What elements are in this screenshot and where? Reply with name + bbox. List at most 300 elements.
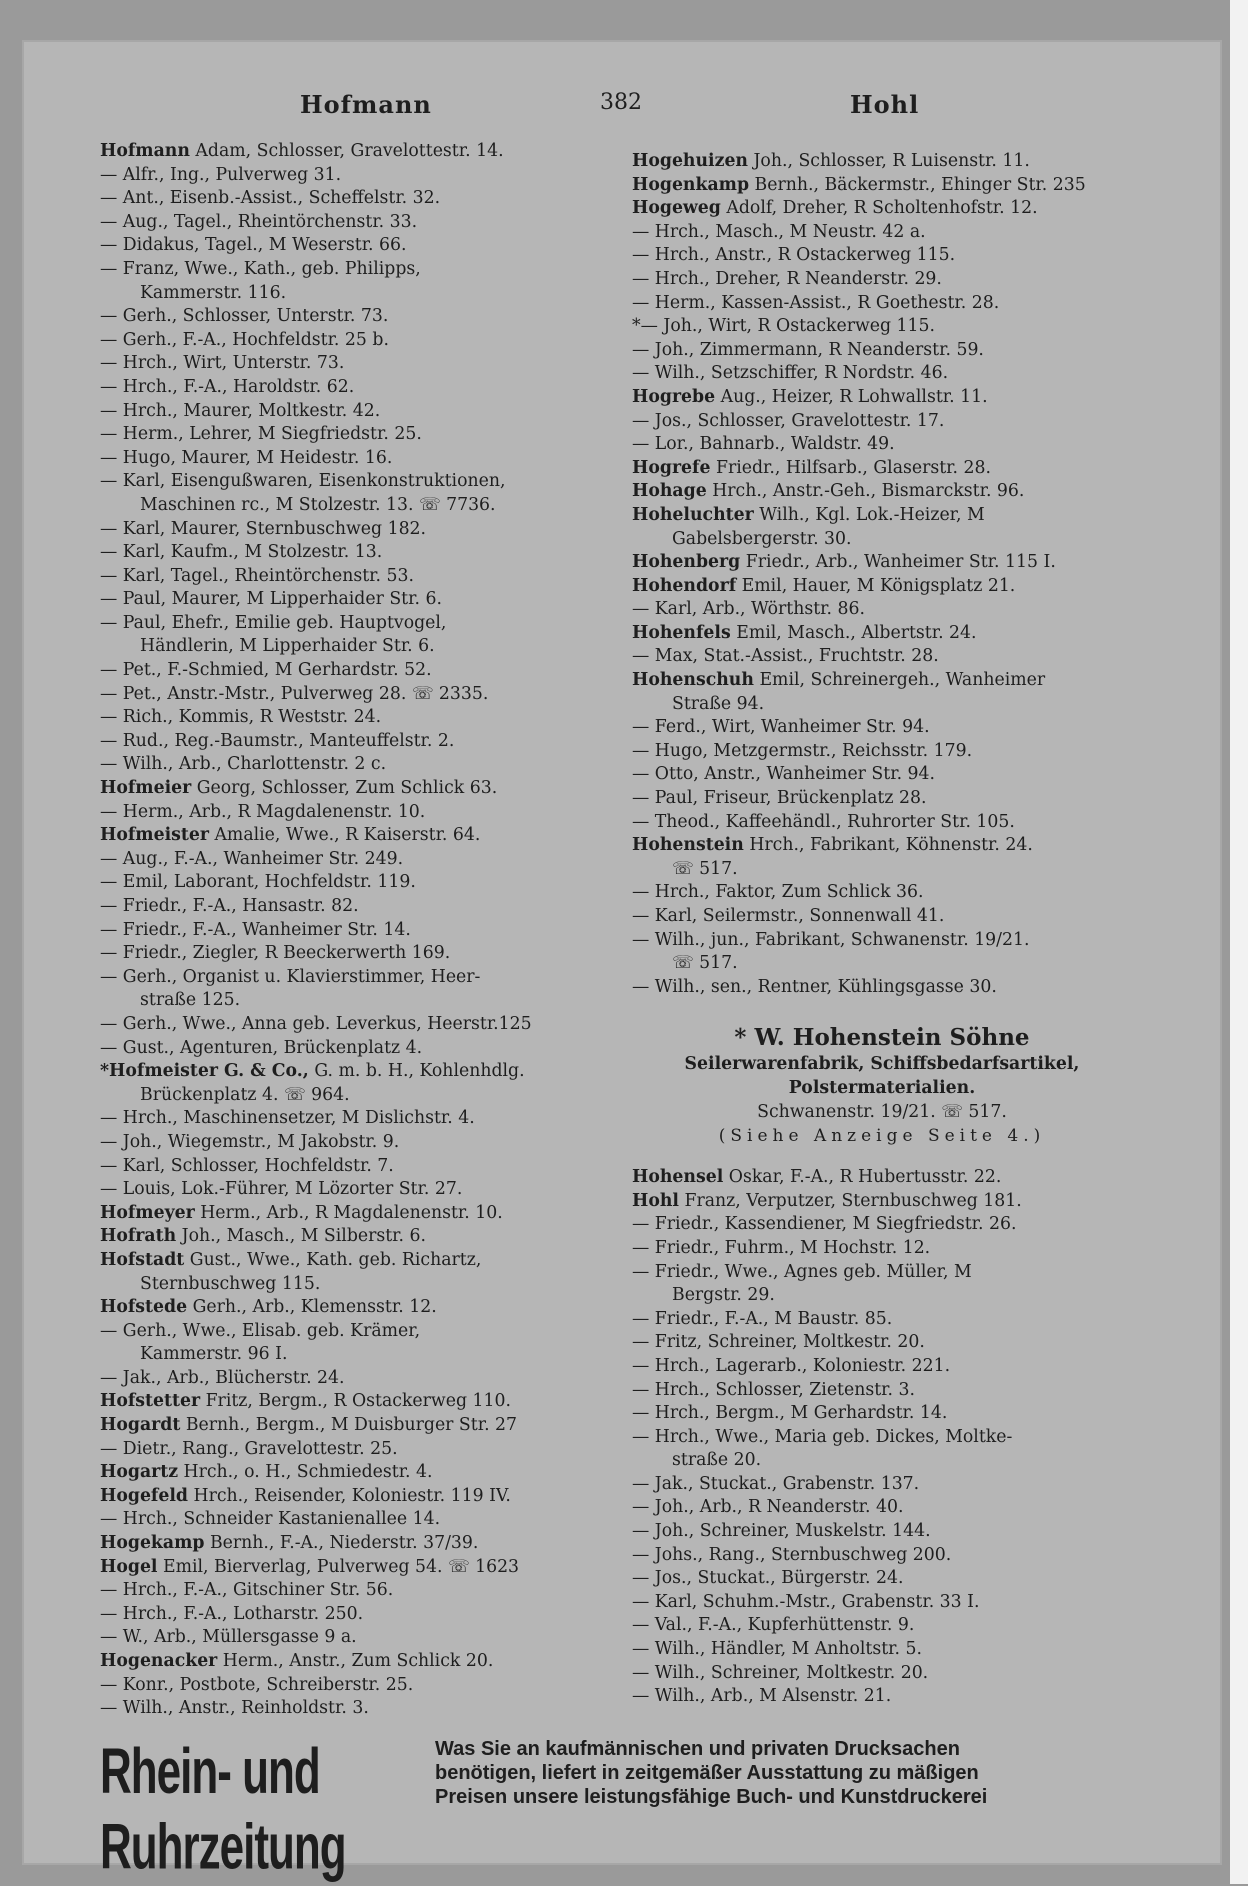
directory-entry bbox=[100, 1107, 620, 1131]
directory-entry bbox=[632, 1379, 1132, 1403]
entry-details: — Konr., Postbote, Schreiberstr. 25. bbox=[100, 1674, 414, 1695]
entry-details: — Gerh., Wwe., Anna geb. Leverkus, Heerstr.125 bbox=[100, 1013, 532, 1034]
directory-entry bbox=[632, 598, 1132, 622]
entry-details: — Louis, Lok.-Führer, M Lözorter Str. 27. bbox=[100, 1179, 463, 1200]
entry-details: — Wilh., jun., Fabrikant, Schwanenstr. 19/21. bbox=[632, 929, 1030, 950]
directory-entry bbox=[632, 480, 1132, 504]
directory-entry bbox=[100, 1579, 620, 1603]
directory-entry bbox=[100, 1367, 620, 1391]
directory-entry bbox=[632, 1237, 1132, 1261]
entry-details: — Hrch., Bergm., M Gerhardstr. 14. bbox=[632, 1403, 948, 1424]
entry-details: — Friedr., F.-A., Wanheimer Str. 14. bbox=[100, 919, 411, 940]
directory-entry bbox=[100, 1178, 620, 1202]
directory-entry bbox=[100, 1225, 620, 1249]
directory-entry bbox=[100, 1674, 620, 1698]
left-column bbox=[100, 140, 620, 1721]
entry-details: — Joh., Arb., R Neanderstr. 40. bbox=[632, 1497, 904, 1518]
directory-entry bbox=[100, 1131, 620, 1155]
entry-details: — Friedr., Ziegler, R Beeckerwerth 169. bbox=[100, 943, 451, 964]
directory-entry bbox=[632, 410, 1132, 434]
entry-details: — Paul, Ehefr., Emilie geb. Hauptvogel, bbox=[100, 612, 447, 633]
entry-details: Franz, Verputzer, Sternbuschweg 181. bbox=[684, 1190, 1022, 1211]
entry-continuation: Sternbuschweg 115. bbox=[140, 1273, 321, 1294]
directory-entry bbox=[100, 706, 620, 730]
advert-box bbox=[632, 1023, 1132, 1148]
advert-line2: Polstermaterialien. bbox=[788, 1077, 976, 1098]
directory-entry bbox=[632, 1685, 1132, 1709]
entry-surname: Hogehuizen bbox=[632, 151, 748, 171]
entry-details: — Val., F.-A., Kupferhüttenstr. 9. bbox=[632, 1615, 915, 1636]
entry-details: — Gerh., F.-A., Hochfeldstr. 25 b. bbox=[100, 329, 389, 350]
directory-entry bbox=[632, 1591, 1132, 1615]
entry-details: — Karl, Schlosser, Hochfeldstr. 7. bbox=[100, 1155, 394, 1176]
entry-details: — Gerh., Schlosser, Unterstr. 73. bbox=[100, 306, 389, 327]
entry-continuation: Kammerstr. 116. bbox=[140, 282, 287, 303]
entry-details: — Karl, Tagel., Rheintörchenstr. 53. bbox=[100, 565, 414, 586]
entry-details: Joh., Schlosser, R Luisenstr. 11. bbox=[753, 151, 1030, 171]
entry-details: — Pet., F.-Schmied, M Gerhardstr. 52. bbox=[100, 660, 432, 681]
directory-entry bbox=[632, 551, 1132, 575]
footer-text bbox=[435, 1737, 1135, 1809]
directory-entry bbox=[100, 683, 620, 707]
entry-details: — Jos., Stuckat., Bürgerstr. 24. bbox=[632, 1568, 904, 1589]
entry-details: Aug., Heizer, R Lohwallstr. 11. bbox=[720, 386, 988, 407]
entry-details: Emil, Hauer, M Königsplatz 21. bbox=[741, 575, 1016, 596]
entry-details: — Rud., Reg.-Baumstr., Manteuffelstr. 2. bbox=[100, 730, 455, 751]
directory-entry bbox=[100, 1249, 620, 1273]
advert-address: Schwanenstr. 19/21. ☏ 517. bbox=[757, 1101, 1007, 1122]
entry-details: — Karl, Schuhm.-Mstr., Grabenstr. 33 I. bbox=[632, 1591, 980, 1612]
right-column-top bbox=[632, 150, 1132, 999]
entry-details: — Friedr., Fuhrm., M Hochstr. 12. bbox=[632, 1237, 931, 1258]
directory-entry bbox=[100, 518, 620, 542]
directory-entry bbox=[632, 1213, 1132, 1237]
entry-details: — Gust., Agenturen, Brückenplatz 4. bbox=[100, 1037, 423, 1058]
directory-entry bbox=[100, 1556, 620, 1580]
directory-entry bbox=[632, 669, 1132, 693]
entry-details: — Emil, Laborant, Hochfeldstr. 119. bbox=[100, 872, 416, 893]
entry-details: — Hrch., Masch., M Neustr. 42 a. bbox=[632, 221, 926, 242]
directory-entry bbox=[632, 174, 1132, 198]
entry-details: — Max, Stat.-Assist., Fruchtstr. 28. bbox=[632, 646, 939, 667]
directory-entry bbox=[632, 1544, 1132, 1568]
footer-line3: Preisen unsere leistungsfähige Buch- und Kunstdruckerei bbox=[435, 1786, 988, 1808]
entry-surname: Hofmeister bbox=[100, 825, 209, 846]
directory-entry bbox=[632, 244, 1132, 268]
entry-details: — Paul, Maurer, M Lipperhaider Str. 6. bbox=[100, 589, 442, 610]
entry-details: — Paul, Friseur, Brückenplatz 28. bbox=[632, 788, 927, 809]
directory-entry bbox=[632, 1638, 1132, 1662]
entry-surname: Hofstetter bbox=[100, 1391, 201, 1412]
directory-entry bbox=[100, 1037, 620, 1061]
directory-entry bbox=[100, 423, 620, 447]
entry-surname: Hogenkamp bbox=[632, 174, 750, 195]
directory-entry bbox=[100, 895, 620, 919]
directory-entry bbox=[632, 221, 1132, 245]
entry-details: — Aug., Tagel., Rheintörchenstr. 33. bbox=[100, 211, 418, 232]
entry-details: Emil, Masch., Albertstr. 24. bbox=[736, 622, 977, 643]
entry-surname: Hohenschuh bbox=[632, 670, 754, 691]
directory-entry bbox=[632, 858, 1132, 882]
entry-details: G. m. b. H., Kohlenhdlg. bbox=[314, 1061, 525, 1082]
directory-entry bbox=[632, 1331, 1132, 1355]
directory-entry bbox=[100, 871, 620, 895]
directory-entry bbox=[100, 1697, 620, 1721]
directory-entry bbox=[100, 447, 620, 471]
entry-details: — Friedr., Kassendiener, M Siegfriedstr. 26. bbox=[632, 1214, 1017, 1235]
directory-entry bbox=[100, 282, 620, 306]
entry-details: — Friedr., Wwe., Agnes geb. Müller, M bbox=[632, 1261, 972, 1282]
entry-details: — Joh., Schreiner, Muskelstr. 144. bbox=[632, 1521, 931, 1542]
entry-details: — Karl, Arb., Wörthstr. 86. bbox=[632, 599, 866, 620]
entry-surname: Hogefeld bbox=[100, 1485, 189, 1506]
entry-details: — Ant., Eisenb.-Assist., Scheffelstr. 32. bbox=[100, 188, 441, 209]
page-number: 382 bbox=[600, 90, 642, 115]
entry-surname: Hohensel bbox=[632, 1167, 724, 1188]
entry-details: — Hrch., Maurer, Moltkestr. 42. bbox=[100, 400, 381, 421]
entry-surname: Hohenberg bbox=[632, 552, 741, 573]
advert-line1: Seilerwarenfabrik, Schiffsbedarfsartikel, bbox=[684, 1054, 1080, 1075]
directory-entry bbox=[632, 1190, 1132, 1214]
entry-surname: Hohage bbox=[632, 481, 707, 502]
entry-continuation: straße 20. bbox=[672, 1450, 762, 1471]
directory-entry bbox=[632, 834, 1132, 858]
entry-details: — Hrch., Lagerarb., Koloniestr. 221. bbox=[632, 1355, 951, 1376]
directory-entry bbox=[632, 763, 1132, 787]
entry-surname: Hohl bbox=[632, 1190, 679, 1211]
directory-entry bbox=[100, 1650, 620, 1674]
directory-entry bbox=[100, 777, 620, 801]
entry-details: Bernh., F.-A., Niederstr. 37/39. bbox=[209, 1533, 479, 1554]
directory-entry bbox=[632, 197, 1132, 221]
directory-entry bbox=[100, 1296, 620, 1320]
entry-details: — Jak., Stuckat., Grabenstr. 137. bbox=[632, 1473, 920, 1494]
directory-entry bbox=[632, 881, 1132, 905]
entry-surname: Hogekamp bbox=[100, 1533, 205, 1554]
directory-entry bbox=[100, 494, 620, 518]
entry-continuation: Brückenplatz 4. ☏ 964. bbox=[140, 1084, 350, 1105]
directory-entry bbox=[632, 362, 1132, 386]
entry-details: Herm., Anstr., Zum Schlick 20. bbox=[222, 1651, 494, 1671]
directory-entry bbox=[100, 989, 620, 1013]
footer-brand: Rhein- und Ruhrzeitung bbox=[100, 1736, 346, 1883]
entry-details: Hrch., Fabrikant, Köhnenstr. 24. bbox=[749, 835, 1033, 856]
directory-entry bbox=[632, 1520, 1132, 1544]
directory-entry bbox=[632, 1426, 1132, 1450]
entry-details: Herm., Arb., R Magdalenenstr. 10. bbox=[200, 1202, 503, 1223]
directory-entry bbox=[632, 976, 1132, 1000]
entry-details: — Hrch., Anstr., R Ostackerweg 115. bbox=[632, 245, 956, 266]
entry-continuation: Bergstr. 29. bbox=[672, 1285, 775, 1306]
entry-surname: Hofrath bbox=[100, 1226, 177, 1247]
entry-details: — Franz, Wwe., Kath., geb. Philipps, bbox=[100, 258, 421, 279]
advert-title: * W. Hohenstein Söhne bbox=[734, 1024, 1030, 1052]
directory-entry bbox=[100, 211, 620, 235]
directory-entry bbox=[632, 740, 1132, 764]
entry-details: — Fritz, Schreiner, Moltkestr. 20. bbox=[632, 1332, 925, 1353]
entry-details: — Alfr., Ing., Pulverweg 31. bbox=[100, 164, 342, 185]
entry-surname: Hofstadt bbox=[100, 1249, 185, 1270]
entry-details: — Hrch., Wirt, Unterstr. 73. bbox=[100, 353, 345, 374]
entry-surname: Hofmann bbox=[100, 141, 190, 161]
entry-details: Joh., Masch., M Silberstr. 6. bbox=[181, 1226, 427, 1247]
directory-entry bbox=[632, 268, 1132, 292]
directory-entry bbox=[100, 187, 620, 211]
entry-details: Hrch., Anstr.-Geh., Bismarckstr. 96. bbox=[712, 481, 1025, 502]
directory-entry bbox=[632, 905, 1132, 929]
entry-details: Hrch., o. H., Schmiedestr. 4. bbox=[183, 1462, 433, 1483]
footer-line1: Was Sie an kaufmännischen und privaten Drucksachen bbox=[435, 1738, 960, 1760]
footer-line2: benötigen, liefert in zeitgemäßer Ausstattung zu mäßigen bbox=[435, 1762, 979, 1784]
entry-details: — Herm., Arb., R Magdalenenstr. 10. bbox=[100, 801, 426, 822]
directory-entry bbox=[100, 1202, 620, 1226]
entry-details: Gerh., Arb., Klemensstr. 12. bbox=[192, 1297, 437, 1318]
entry-details: — Hrch., Maschinensetzer, M Dislichstr. 4. bbox=[100, 1108, 475, 1129]
entry-surname: Hogel bbox=[100, 1556, 158, 1577]
directory-entry bbox=[100, 730, 620, 754]
entry-surname: Hohendorf bbox=[632, 575, 737, 596]
entry-continuation: Straße 94. bbox=[672, 693, 765, 714]
directory-entry bbox=[100, 1626, 620, 1650]
directory-entry bbox=[100, 1013, 620, 1037]
directory-entry bbox=[632, 504, 1132, 528]
entry-details: — Didakus, Tagel., M Weserstr. 66. bbox=[100, 235, 407, 256]
directory-entry bbox=[100, 588, 620, 612]
directory-entry bbox=[100, 1390, 620, 1414]
directory-entry bbox=[632, 952, 1132, 976]
directory-entry bbox=[100, 848, 620, 872]
directory-entry bbox=[100, 1343, 620, 1367]
entry-details: — Gerh., Organist u. Klavierstimmer, Heer- bbox=[100, 966, 481, 987]
directory-entry bbox=[100, 919, 620, 943]
directory-entry bbox=[100, 942, 620, 966]
entry-details: — Hrch., F.-A., Gitschiner Str. 56. bbox=[100, 1580, 394, 1601]
entry-details: — Wilh., sen., Rentner, Kühlingsgasse 30. bbox=[632, 976, 997, 997]
footer-advert bbox=[100, 1735, 1130, 1883]
entry-details: — Hrch., F.-A., Haroldstr. 62. bbox=[100, 376, 355, 397]
directory-entry bbox=[100, 305, 620, 329]
directory-entry bbox=[632, 292, 1132, 316]
directory-entry bbox=[632, 929, 1132, 953]
directory-entry bbox=[100, 1461, 620, 1485]
entry-surname: Hogardt bbox=[100, 1415, 181, 1436]
directory-entry bbox=[100, 824, 620, 848]
entry-surname: Hohenstein bbox=[632, 835, 744, 856]
directory-entry bbox=[632, 386, 1132, 410]
entry-details: — Friedr., F.-A., M Baustr. 85. bbox=[632, 1308, 893, 1329]
directory-entry bbox=[632, 1567, 1132, 1591]
entry-surname: Hofstede bbox=[100, 1297, 188, 1318]
entry-surname: *Hofmeister G. & Co., bbox=[100, 1061, 309, 1082]
entry-details: — Hrch., Faktor, Zum Schlick 36. bbox=[632, 882, 924, 903]
directory-entry bbox=[632, 693, 1132, 717]
entry-details: — Wilh., Arb., Charlottenstr. 2 c. bbox=[100, 754, 387, 775]
directory-entry bbox=[100, 1603, 620, 1627]
directory-entry bbox=[632, 1402, 1132, 1426]
entry-details: — Hugo, Metzgermstr., Reichsstr. 179. bbox=[632, 740, 973, 761]
directory-entry bbox=[100, 1084, 620, 1108]
entry-details: — Joh., Zimmermann, R Neanderstr. 59. bbox=[632, 339, 984, 360]
advert-note: (Siehe Anzeige Seite 4.) bbox=[718, 1126, 1046, 1147]
directory-entry bbox=[100, 541, 620, 565]
entry-details: — Johs., Rang., Sternbuschweg 200. bbox=[632, 1544, 952, 1565]
directory-entry bbox=[100, 400, 620, 424]
directory-entry bbox=[100, 164, 620, 188]
entry-details: — Wilh., Händler, M Anholtstr. 5. bbox=[632, 1639, 923, 1660]
entry-details: — Hrch., Schneider Kastanienallee 14. bbox=[100, 1509, 441, 1530]
entry-details: Friedr., Arb., Wanheimer Str. 115 I. bbox=[745, 552, 1056, 573]
directory-entry bbox=[100, 1532, 620, 1556]
entry-details: — Lor., Bahnarb., Waldstr. 49. bbox=[632, 434, 895, 455]
entry-details: *— Joh., Wirt, R Ostackerweg 115. bbox=[632, 316, 936, 337]
directory-entry bbox=[632, 1308, 1132, 1332]
entry-details: — Wilh., Schreiner, Moltkestr. 20. bbox=[632, 1662, 929, 1683]
directory-entry bbox=[632, 339, 1132, 363]
directory-entry bbox=[100, 966, 620, 990]
directory-entry bbox=[100, 140, 620, 164]
running-header bbox=[0, 90, 1248, 130]
entry-details: Bernh., Bäckermstr., Ehinger Str. 235 bbox=[754, 174, 1086, 195]
entry-details: — Karl, Seilermstr., Sonnenwall 41. bbox=[632, 906, 945, 926]
running-head-right: Hohl bbox=[850, 90, 920, 119]
entry-details: — Rich., Kommis, R Weststr. 24. bbox=[100, 707, 382, 728]
entry-details: Bernh., Bergm., M Duisburger Str. 27 bbox=[185, 1415, 518, 1436]
entry-details: — Hrch., Wwe., Maria geb. Dickes, Moltke- bbox=[632, 1426, 1013, 1447]
directory-entry bbox=[632, 1496, 1132, 1520]
entry-details: Oskar, F.-A., R Hubertusstr. 22. bbox=[728, 1167, 1002, 1188]
directory-entry bbox=[100, 1414, 620, 1438]
entry-details: — Jak., Arb., Blücherstr. 24. bbox=[100, 1367, 345, 1388]
directory-entry bbox=[632, 1449, 1132, 1473]
entry-details: — Wilh., Arb., M Alsenstr. 21. bbox=[632, 1686, 892, 1707]
entry-surname: Hoheluchter bbox=[632, 504, 754, 525]
directory-entry bbox=[100, 234, 620, 258]
entry-details: — Wilh., Anstr., Reinholdstr. 3. bbox=[100, 1698, 369, 1719]
entry-details: — Gerh., Wwe., Elisab. geb. Krämer, bbox=[100, 1320, 421, 1341]
entry-continuation: Händlerin, M Lipperhaider Str. 6. bbox=[140, 636, 435, 657]
entry-details: — Hrch., F.-A., Lotharstr. 250. bbox=[100, 1603, 364, 1624]
directory-entry bbox=[100, 801, 620, 825]
entry-details: — Herm., Lehrer, M Siegfriedstr. 25. bbox=[100, 424, 422, 445]
directory-entry bbox=[632, 1166, 1132, 1190]
directory-entry bbox=[632, 1473, 1132, 1497]
directory-entry bbox=[632, 645, 1132, 669]
right-column bbox=[632, 150, 1132, 1709]
directory-entry bbox=[632, 528, 1132, 552]
directory-entry bbox=[100, 352, 620, 376]
directory-entry bbox=[100, 329, 620, 353]
entry-details: — Hugo, Maurer, M Heidestr. 16. bbox=[100, 447, 393, 468]
entry-details: — Joh., Wiegemstr., M Jakobstr. 9. bbox=[100, 1131, 400, 1152]
entry-details: — Hrch., Schlosser, Zietenstr. 3. bbox=[632, 1379, 915, 1400]
entry-details: — Herm., Kassen-Assist., R Goethestr. 28. bbox=[632, 292, 1000, 313]
running-head-left: Hofmann bbox=[300, 90, 432, 119]
entry-surname: Hogrebe bbox=[632, 386, 716, 407]
entry-details: Adam, Schlosser, Gravelottestr. 14. bbox=[195, 141, 504, 161]
directory-entry bbox=[100, 470, 620, 494]
entry-details: Wilh., Kgl. Lok.-Heizer, M bbox=[759, 504, 985, 525]
directory-entry bbox=[632, 575, 1132, 599]
entry-details: — Friedr., F.-A., Hansastr. 82. bbox=[100, 896, 359, 916]
directory-entry bbox=[632, 1614, 1132, 1638]
directory-entry bbox=[100, 635, 620, 659]
entry-details: Georg, Schlosser, Zum Schlick 63. bbox=[196, 778, 498, 799]
directory-entry bbox=[632, 1284, 1132, 1308]
entry-details: — W., Arb., Müllersgasse 9 a. bbox=[100, 1627, 357, 1648]
directory-entry bbox=[100, 376, 620, 400]
directory-entry bbox=[100, 1485, 620, 1509]
directory-entry bbox=[100, 612, 620, 636]
entry-surname: Hofmeyer bbox=[100, 1202, 195, 1223]
entry-continuation: ☏ 517. bbox=[672, 858, 738, 879]
entry-details: — Wilh., Setzschiffer, R Nordstr. 46. bbox=[632, 363, 949, 384]
directory-entry bbox=[100, 1273, 620, 1297]
right-column-bottom bbox=[632, 1166, 1132, 1709]
entry-details: — Karl, Kaufm., M Stolzestr. 13. bbox=[100, 542, 383, 563]
entry-continuation: Kammerstr. 96 I. bbox=[140, 1344, 288, 1365]
directory-entry bbox=[100, 659, 620, 683]
entry-details: Friedr., Hilfsarb., Glaserstr. 28. bbox=[715, 457, 992, 478]
entry-surname: Hogrefe bbox=[632, 457, 711, 478]
directory-entry bbox=[100, 258, 620, 282]
entry-details: Emil, Schreinergeh., Wanheimer bbox=[759, 670, 1046, 691]
entry-details: — Pet., Anstr.-Mstr., Pulverweg 28. ☏ 2335. bbox=[100, 683, 489, 704]
entry-surname: Hogeweg bbox=[632, 198, 721, 219]
directory-entry bbox=[632, 315, 1132, 339]
entry-continuation: ☏ 517. bbox=[672, 953, 738, 974]
entry-details: — Hrch., Dreher, R Neanderstr. 29. bbox=[632, 268, 942, 289]
entry-surname: Hogartz bbox=[100, 1462, 179, 1483]
entry-details: Fritz, Bergm., R Ostackerweg 110. bbox=[205, 1391, 511, 1412]
entry-continuation: Maschinen rc., M Stolzestr. 13. ☏ 7736. bbox=[140, 494, 496, 515]
directory-entry bbox=[632, 150, 1132, 174]
directory-entry bbox=[632, 457, 1132, 481]
entry-details: Hrch., Reisender, Koloniestr. 119 IV. bbox=[193, 1485, 511, 1506]
entry-surname: Hofmeier bbox=[100, 778, 192, 799]
entry-details: — Dietr., Rang., Gravelottestr. 25. bbox=[100, 1438, 398, 1459]
entry-details: Adolf, Dreher, R Scholtenhofstr. 12. bbox=[726, 198, 1038, 219]
directory-entry bbox=[632, 433, 1132, 457]
entry-details: Emil, Bierverlag, Pulverweg 54. ☏ 1623 bbox=[163, 1556, 520, 1577]
entry-surname: Hohenfels bbox=[632, 622, 731, 643]
directory-entry bbox=[632, 787, 1132, 811]
entry-surname: Hogenacker bbox=[100, 1651, 218, 1671]
directory-entry bbox=[632, 1355, 1132, 1379]
directory-entry bbox=[100, 1508, 620, 1532]
entry-details: — Aug., F.-A., Wanheimer Str. 249. bbox=[100, 848, 404, 869]
entry-details: — Karl, Eisengußwaren, Eisenkonstruktionen, bbox=[100, 471, 506, 492]
entry-details: — Jos., Schlosser, Gravelottestr. 17. bbox=[632, 410, 945, 431]
directory-entry bbox=[100, 565, 620, 589]
directory-entry bbox=[100, 1438, 620, 1462]
directory-entry bbox=[100, 1060, 620, 1084]
directory-entry bbox=[632, 622, 1132, 646]
entry-details: — Theod., Kaffeehändl., Ruhrorter Str. 105. bbox=[632, 811, 1015, 832]
scan-margin bbox=[1230, 0, 1248, 1884]
directory-entry bbox=[632, 811, 1132, 835]
entry-continuation: Gabelsbergerstr. 30. bbox=[672, 528, 852, 549]
entry-details: Amalie, Wwe., R Kaiserstr. 64. bbox=[214, 825, 481, 846]
entry-details: — Karl, Maurer, Sternbuschweg 182. bbox=[100, 518, 427, 539]
entry-details: — Otto, Anstr., Wanheimer Str. 94. bbox=[632, 764, 936, 785]
directory-entry bbox=[632, 1662, 1132, 1686]
entry-details: — Ferd., Wirt, Wanheimer Str. 94. bbox=[632, 717, 930, 738]
directory-entry bbox=[632, 716, 1132, 740]
entry-details: Gust., Wwe., Kath. geb. Richartz, bbox=[189, 1249, 482, 1270]
directory-entry bbox=[100, 1320, 620, 1344]
directory-entry bbox=[100, 753, 620, 777]
directory-entry bbox=[632, 1261, 1132, 1285]
